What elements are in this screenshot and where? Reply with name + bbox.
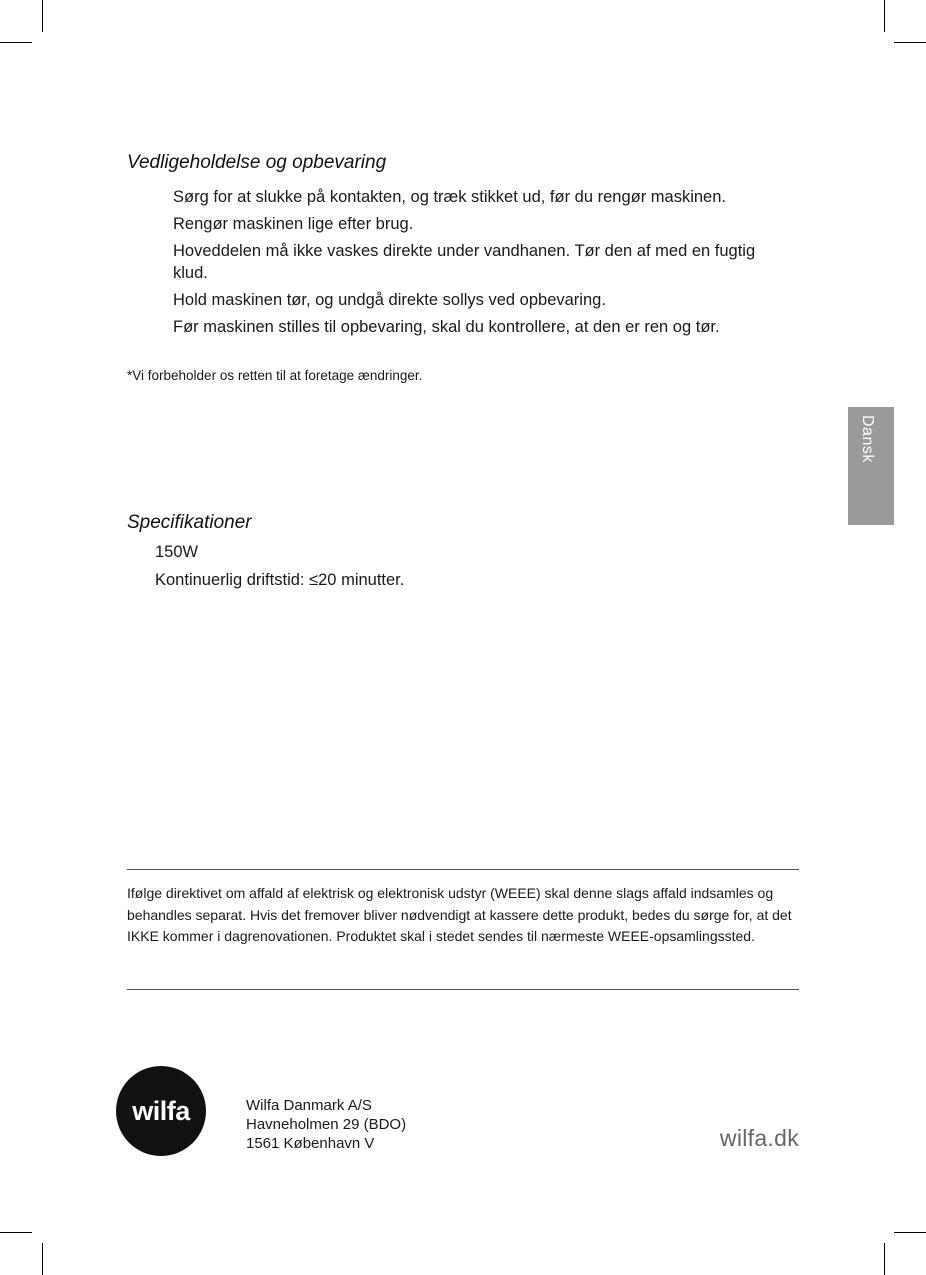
crop-mark — [0, 1232, 32, 1233]
list-item: Rengør maskinen lige efter brug. — [173, 215, 414, 233]
address-line: Havneholmen 29 (BDO) — [246, 1116, 407, 1133]
language-tab-label: Dansk — [859, 415, 876, 463]
crop-mark — [884, 1243, 885, 1275]
company-address — [246, 1096, 406, 1153]
list-item: Hoveddelen må ikke vaskes direkte under vandhanen. Tør den af med en fugtig klud. — [173, 242, 756, 282]
crop-mark — [42, 1243, 43, 1275]
language-tab — [848, 407, 894, 525]
weee-notice: Ifølge direktivet om affald af elektrisk og elektronisk udstyr (WEEE) skal denne slags affald indsamles og behandles separat. Hvis det fremover bliver nødvendigt at kassere dette produkt, bedes du sørge for, at det IKKE kommer i dagrenovationen. Produktet skal i stedet sendes til nærmeste WEEE-opsamlingssted. — [127, 885, 792, 944]
disclaimer-note: *Vi forbeholder os retten til at foretage ændringer. — [127, 368, 423, 383]
crop-mark — [0, 42, 32, 43]
list-item: Kontinuerlig driftstid: ≤20 minutter. — [155, 571, 405, 589]
address-line: Wilfa Danmark A/S — [246, 1097, 372, 1114]
wilfa-logo — [116, 1066, 206, 1156]
specs-title: Specifikationer — [127, 512, 252, 533]
specs-list — [155, 541, 404, 597]
crop-mark — [894, 1232, 926, 1233]
website-link[interactable]: wilfa.dk — [719, 1125, 799, 1151]
maintenance-title: Vedligeholdelse og opbevaring — [127, 152, 387, 173]
list-item: Før maskinen stilles til opbevaring, skal du kontrollere, at den er ren og tør. — [173, 318, 720, 336]
crop-mark — [884, 0, 885, 32]
logo-text: wilfa — [132, 1095, 190, 1126]
maintenance-list — [173, 186, 793, 343]
divider — [127, 989, 799, 990]
crop-mark — [42, 0, 43, 32]
divider — [127, 869, 799, 870]
crop-mark — [894, 42, 926, 43]
list-item: Sørg for at slukke på kontakten, og træk stikket ud, før du rengør maskinen. — [173, 188, 726, 206]
list-item: Hold maskinen tør, og undgå direkte sollys ved opbevaring. — [173, 291, 606, 309]
list-item: 150W — [155, 543, 199, 561]
address-line: 1561 København V — [246, 1135, 375, 1152]
